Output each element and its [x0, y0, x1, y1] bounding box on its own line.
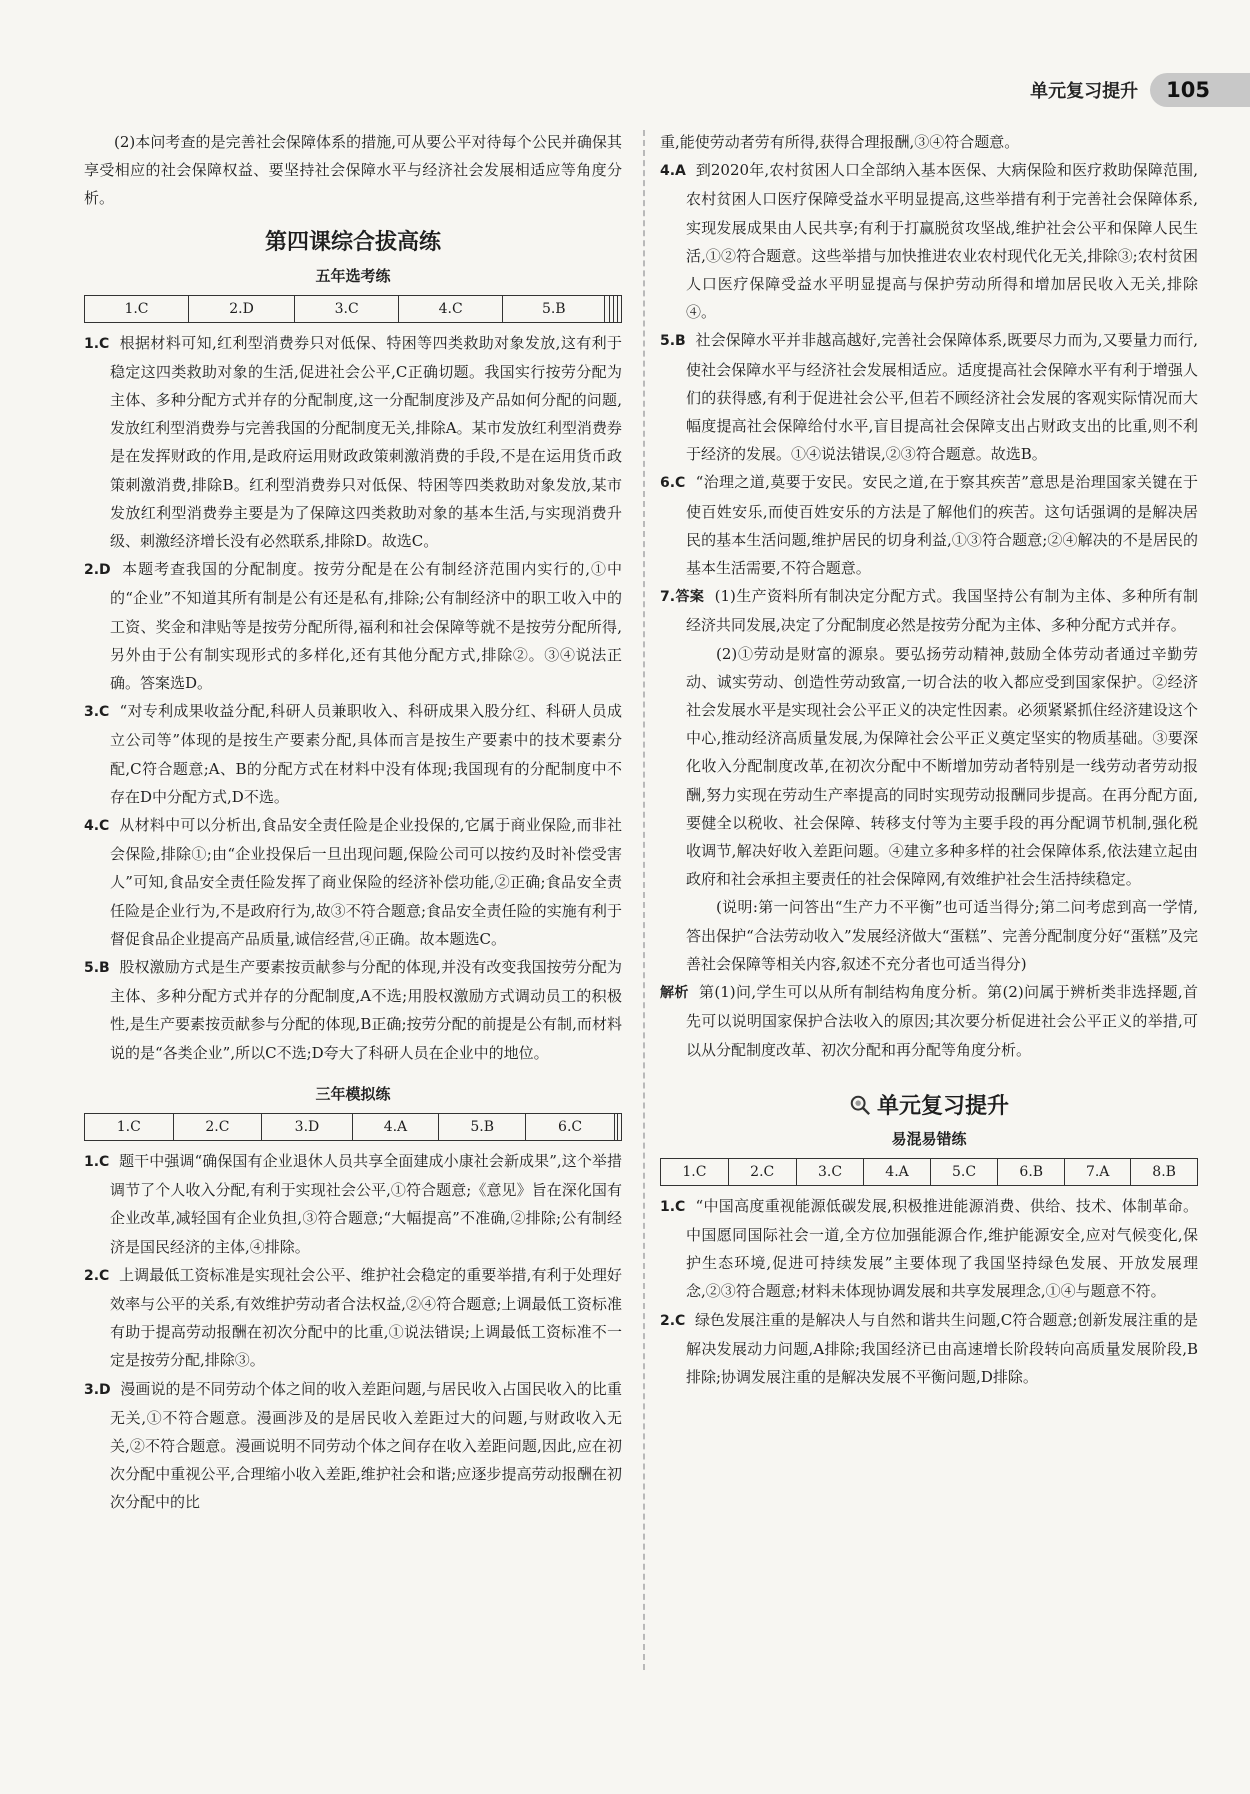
item-number: 5.B [84, 960, 110, 977]
item-number: 1.C [84, 1153, 110, 1170]
continuation-text [660, 128, 1198, 156]
item-number: 2.D [84, 562, 111, 579]
page-number: 105 [1150, 73, 1250, 107]
item-text: 漫画说的是不同劳动个体之间的收入差距问题,与居民收入占国民收入的比重无关,①不符合题意。漫画涉及的是居民收入差距过大的问题,与财政收入无关,②不符合题意。漫画说明不同劳动个体之间存在收入差距问题,因此,应在初次分配中重视公平,合理缩小收入差距,维护社会和谐;应逐步提高劳动报酬在初次分配中的比 [110, 1379, 622, 1512]
item-text: “对专利成果收益分配,科研人员兼职收入、科研成果入股分红、科研人员成立公司等”体现的是按生产要素分配,具体而言是按生产要素中的技术要素分配,C符合题意;A、B的分配方式在材料中没有体现;我国现有的分配制度中不存在D中分配方式,D不选。 [110, 702, 622, 806]
answer-cell: 1.C [85, 1113, 174, 1140]
three-year-title: 三年模拟练 [315, 1084, 391, 1103]
item-text: “治理之道,莫要于安民。安民之道,在于察其疾苦”意思是治理国家关键在于使百姓安乐,而使百姓安乐的方法是了解他们的疾苦。这句话强调的是解决居民的基本生活问题,维护居民的切身利益,①③符合题意;②④解决的不是居民的基本生活需要,不符合题意。 [686, 473, 1198, 578]
answer-item [660, 1192, 1198, 1306]
item-number: 4.C [84, 818, 110, 835]
answer-cell: 1.C [85, 295, 189, 322]
unit-sub-title: 易混易错练 [891, 1129, 967, 1148]
item-text: 股权激励方式是生产要素按贡献参与分配的体现,并没有改变我国按劳分配为主体、多种分配方式并存的分配制度,A不选;用股权激励方式调动员工的积极性,是生产要素按贡献参与分配的体现,B正确;按劳分配的前提是公有制,而材料说的是“各类企业”,所以C不选;D夸大了科研人员在企业中的地位。 [110, 958, 622, 1062]
answer-item [84, 1147, 622, 1261]
answer-cell: 3.C [295, 295, 399, 322]
answer-cell: 4.A [352, 1113, 438, 1140]
item-text: 从材料中可以分析出,食品安全责任险是企业投保的,它属于商业保险,而非社会保险,排除①;由“企业投保后一旦出现问题,保险公司可以按约及时补偿受害人”可知,食品安全责任险发挥了商业保险的经济补偿功能,②正确;食品安全责任险是企业行为,不是政府行为,故③不符合题意;食品安全责任险的实施有利于督促食品企业提高产品质量,诚信经营,④正确。故本题选C。 [110, 816, 622, 948]
answer-cell: 2.D [189, 295, 295, 322]
answer-cell: 1.C [661, 1158, 729, 1185]
item-text: 重,能使劳动者劳有所得,获得合理报酬,③④符合题意。 [660, 133, 1020, 151]
answer-item [660, 156, 1198, 326]
answer-cell [617, 295, 621, 322]
answer-cell: 4.C [399, 295, 503, 322]
answer-item [84, 953, 622, 1067]
unit-review-title [660, 1090, 1198, 1124]
answer-cell: 3.D [262, 1113, 352, 1140]
item-number: 3.D [84, 1381, 111, 1398]
magnifier-icon [849, 1094, 871, 1116]
header-section-title: 单元复习提升 [1030, 81, 1139, 102]
item-text: 本题考查我国的分配制度。按劳分配是在公有制经济范围内实行的,①中的“企业”不知道其所有制是公有还是私有,排除;公有制经济中的职工收入中的工资、奖金和津贴等是按劳分配所得,福利和社会保障等就不是按劳分配所得,另外由于公有制实现形式的多样化,还有其他分配方式,排除②。③④说法正确。答案选D。 [110, 560, 622, 693]
answer-cell: 8.B [1131, 1158, 1198, 1185]
unit-answer-table [660, 1158, 1198, 1186]
unit-title-text: 单元复习提升 [876, 1093, 1009, 1119]
page-header [1030, 70, 1250, 110]
item-text: 第(1)问,学生可以从所有制结构角度分析。第(2)问属于辨析类非选择题,首先可以说明国家保护合法收入的原因;其次要分析促进社会公平正义的举措,可以从分配制度改革、初次分配和再分配等角度分析。 [686, 983, 1198, 1059]
item-number: 1.C [84, 335, 110, 352]
item-text: 题干中强调“确保国有企业退休人员共享全面建成小康社会新成果”,这个举措调节了个人收入分配,有利于实现社会公平,①符合题意;《意见》旨在深化国有企业改革,减轻国有企业负担,③符合题意;“大幅提高”不准确,②排除;公有制经济是国民经济的主体,④排除。 [110, 1151, 622, 1256]
item-number: 3.C [84, 704, 110, 721]
column-divider [643, 130, 645, 1670]
answer-cell: 2.C [728, 1158, 796, 1185]
analysis [660, 978, 1198, 1064]
answer-item [660, 326, 1198, 468]
answer-item [660, 468, 1198, 582]
answer-cell: 6.C [526, 1113, 615, 1140]
answer-cell: 4.A [864, 1158, 930, 1185]
answer-cell [618, 1113, 622, 1140]
answer-cell: 7.A [1065, 1158, 1131, 1185]
answer-cell: 5.B [439, 1113, 526, 1140]
item-text: 绿色发展注重的是解决人与自然和谐共生问题,C符合题意;创新发展注重的是解决发展动力问题,A排除;我国经济已由高速增长阶段转向高质量发展阶段,B排除;协调发展注重的是解决发展不平衡问题,D排除。 [686, 1310, 1198, 1386]
item-text: (1)生产资料所有制决定分配方式。我国坚持公有制为主体、多种所有制经济共同发展,决定了分配制度必然是按劳分配为主体、多种分配方式并存。 [686, 587, 1198, 635]
item-number: 5.B [660, 333, 686, 350]
answer-cell: 3.C [796, 1158, 864, 1185]
q7-part2: (2)①劳动是财富的源泉。要弘扬劳动精神,鼓励全体劳动者通过辛勤劳动、诚实劳动、创造性劳动致富,一切合法的收入都应受到国家保护。②经济社会发展水平是实现社会公平正义的决定性因素。必须紧紧抓住经济建设这个中心,推动经济高质量发展,为保障社会公平正义奠定坚实的物质基础。③要深化收入分配制度改革,在初次分配中不断增加劳动者特别是一线劳动者劳动报酬,努力实现在劳动生产率提高的同时实现劳动报酬同步提高。在再分配方面,要健全以税收、社会保障、转移支付等为主要手段的再分配调节机制,强化税收调节,解决好收入差距问题。④建立多种多样的社会保障体系,依法建立起由政府和社会承担主要责任的社会保障网,有效维护社会生活持续稳定。 [686, 644, 1198, 889]
analysis-label: 解析 [660, 985, 689, 1002]
answer-cell: 5.C [930, 1158, 998, 1185]
three-year-answer-table [84, 1113, 622, 1141]
item-text: “中国高度重视能源低碳发展,积极推进能源消费、供给、技术、体制革命。中国愿同国际社会一道,全方位加强能源合作,维护能源安全,应对气候变化,保护生态环境,促进可持续发展”主要体现了我国坚持绿色发展、开放发展理念,②③符合题意;材料未体现协调发展和共享发展理念,①④与题意不符。 [686, 1196, 1198, 1301]
item-text: 社会保障水平并非越高越好,完善社会保障体系,既要尽力而为,又要量力而行,使社会保障水平与经济社会发展相适应。适度提高社会保障水平有利于增强人们的获得感,有利于促进社会公平,但若不顾经济社会发展的客观实际情况而大幅度提高社会保障给付水平,盲目提高社会保障支出占财政支出的比重,则不利于经济的发展。①④说法错误,②③符合题意。故选B。 [686, 331, 1198, 464]
answer-cell: 6.B [998, 1158, 1065, 1185]
answer-cell: 2.C [173, 1113, 262, 1140]
item-text: 根据材料可知,红利型消费券只对低保、特困等四类救助对象发放,这有利于稳定这四类救助对象的生活,促进社会公平,C正确切题。我国实行按劳分配为主体、多种分配方式并存的分配制度,这一分配制度涉及产品如何分配的问题,发放红利型消费券与完善我国的分配制度无关,排除A。某市发放红利型消费券是在发挥财政的作用,是政府运用财政政策刺激消费的手段,不是在运用货币政策刺激消费,排除B。红利型消费券只对低保、特困等四类救助对象发放,某市发放红利型消费券主要是为了保障这四类救助对象的基本生活,与实现消费升级、刺激经济增长没有必然联系,排除D。故选C。 [110, 333, 622, 551]
item-number: 2.C [660, 1312, 686, 1329]
q7-label: 7.答案 [660, 589, 705, 606]
intro-paragraph: (2)本问考查的是完善社会保障体系的措施,可从要公平对待每个公民并确保其享受相应的社会保障权益、要坚持社会保障水平与经济社会发展相适应等角度分析。 [84, 133, 622, 208]
item-number: 1.C [660, 1198, 686, 1215]
answer-item [84, 555, 622, 697]
answer-item [84, 1261, 622, 1375]
lesson-title: 第四课综合拔高练 [264, 229, 441, 255]
q7-note: (说明:第一问答出“生产力不平衡”也可适当得分;第二问考虑到高一学情,答出保护“合法劳动收入”发展经济做大“蛋糕”、完善分配制度分好“蛋糕”及完善社会保障等相关内容,叙述不充分者也可适当得分) [686, 898, 1198, 973]
answer-item [660, 1306, 1198, 1392]
item-number: 4.A [660, 163, 686, 180]
item-number: 2.C [84, 1267, 110, 1284]
answer-item [84, 697, 622, 811]
five-year-answer-table [84, 295, 622, 323]
item-text: 到2020年,农村贫困人口全部纳入基本医保、大病保险和医疗救助保障范围,农村贫困人口医疗保障受益水平明显提高,这些举措有利于完善社会保障体系,实现发展成果由人民共享;有利于打赢脱贫攻坚战,维护社会公平和保障人民生活,①②符合题意。这些举措与加快推进农业农村现代化无关,排除③;农村贫困人口医疗保障受益水平明显提高与保护劳动所得和增加居民收入无关,排除④。 [686, 161, 1198, 322]
answer-item [84, 329, 622, 556]
right-column [660, 128, 1198, 1391]
five-year-title: 五年选考练 [315, 266, 391, 285]
answer-cell: 5.B [503, 295, 605, 322]
q7-part1 [660, 582, 1198, 639]
left-column [84, 128, 622, 1517]
item-text: 上调最低工资标准是实现社会公平、维护社会稳定的重要举措,有利于处理好效率与公平的关系,有效维护劳动者合法权益,②④符合题意;上调最低工资标准有助于提高劳动报酬在初次分配中的比重,①说法错误;上调最低工资标准不一定是按劳分配,排除③。 [110, 1265, 622, 1370]
answer-item [84, 811, 622, 953]
item-number: 6.C [660, 475, 686, 492]
answer-item [84, 1375, 622, 1517]
